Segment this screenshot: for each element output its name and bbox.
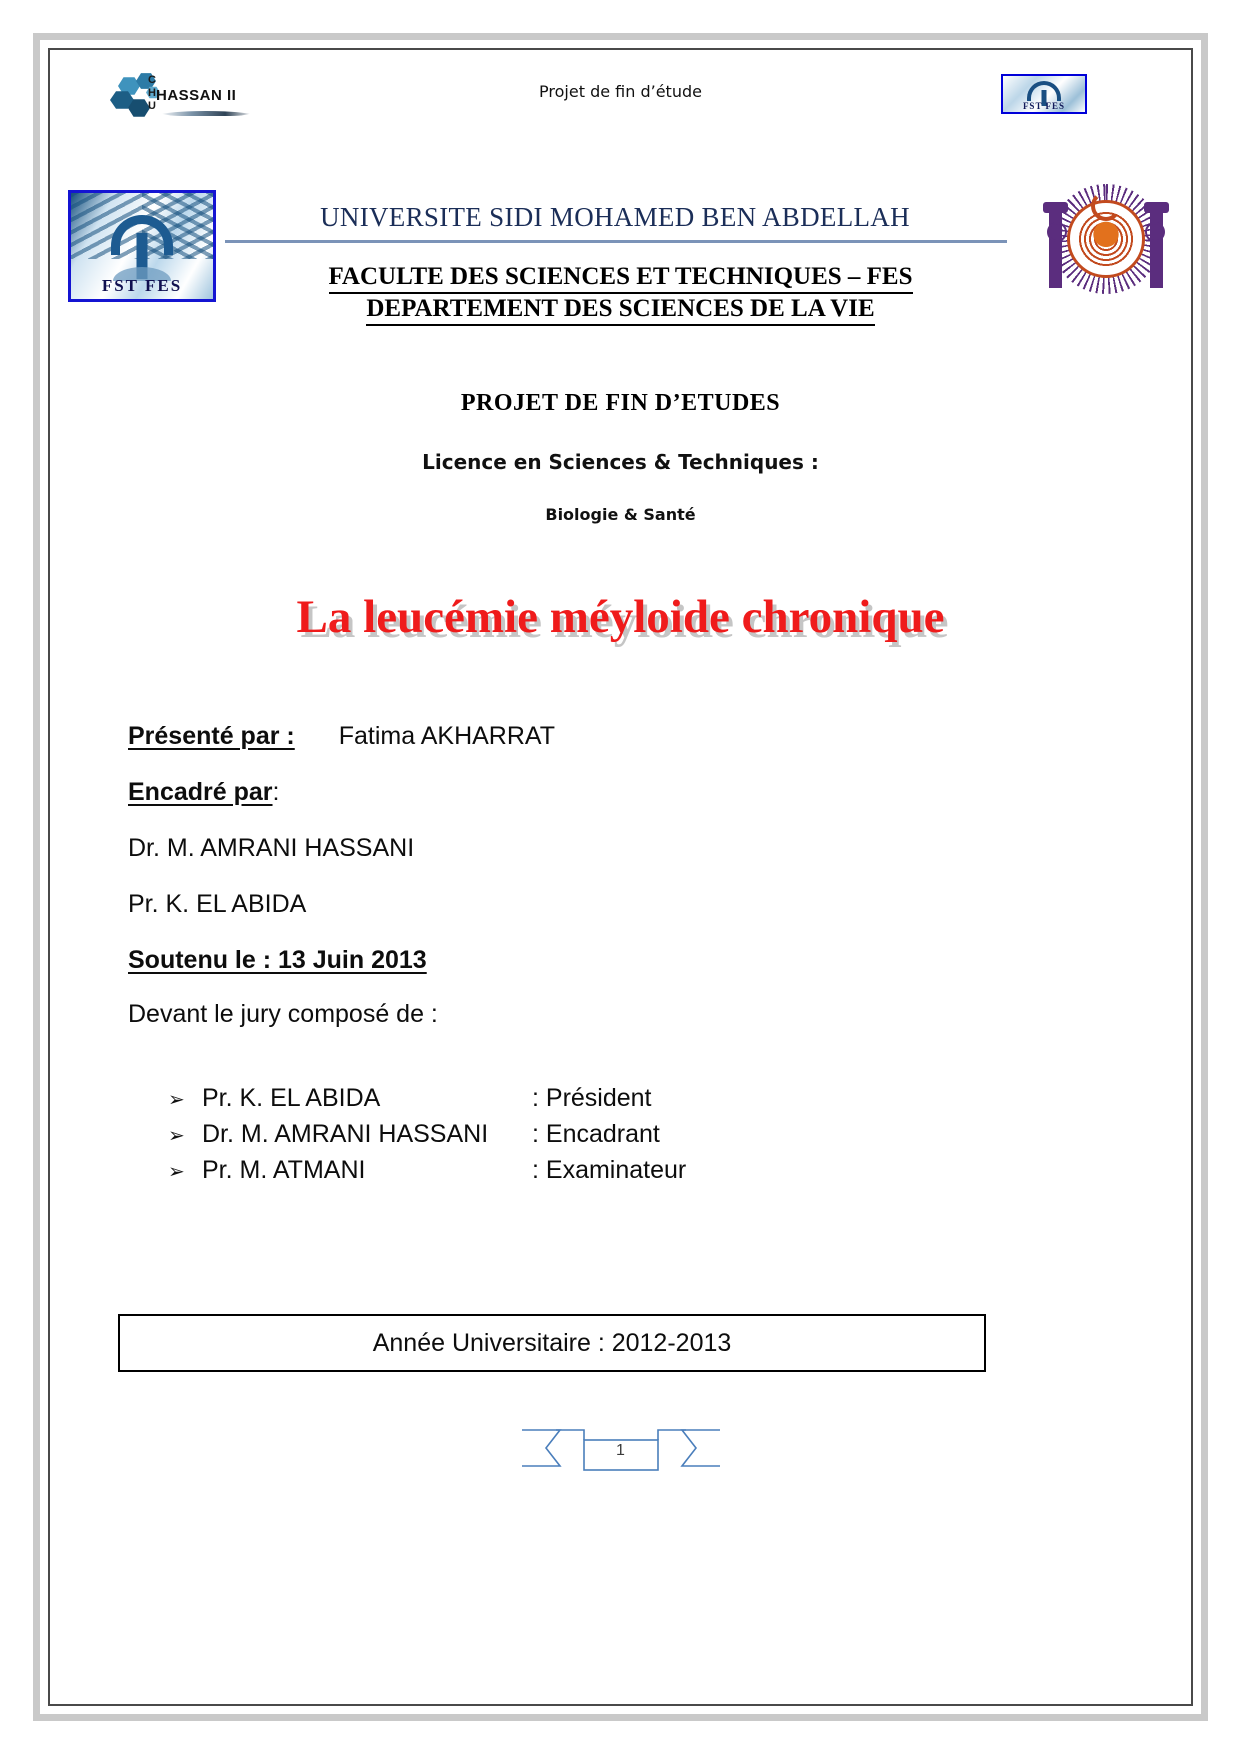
university-name: UNIVERSITE SIDI MOHAMED BEN ABDELLAH: [320, 202, 910, 232]
presented-by-value: Fatima AKHARRAT: [338, 722, 555, 750]
department-name-text: DEPARTEMENT DES SCIENCES DE LA VIE: [366, 295, 874, 326]
supervisor-name: Pr. K. EL ABIDA: [128, 890, 307, 918]
crescent-icon: [1091, 191, 1121, 221]
header-title-text: Projet de fin d’étude: [539, 82, 702, 101]
list-item: [168, 1120, 1068, 1149]
defense-date-row: [128, 946, 1108, 975]
chu-letter-c: C: [148, 74, 156, 86]
faculty-name-text: FACULTE DES SCIENCES ET TECHNIQUES – FES: [329, 263, 913, 294]
supervised-by-row: [128, 778, 1108, 807]
defense-date-label: Soutenu le : 13 Juin 2013: [128, 946, 427, 974]
fst-fes-small-label: FST FES: [1022, 101, 1066, 111]
department-name: [50, 295, 1191, 323]
jury-member-name: Dr. M. AMRANI HASSANI: [202, 1120, 489, 1148]
jury-members-list: [168, 1084, 1068, 1192]
faculty-name: [50, 263, 1191, 291]
presented-by-label: Présenté par :: [128, 722, 295, 750]
medal-left-icon: [1047, 222, 1067, 242]
presented-by-row: [128, 722, 1108, 751]
arrow-bullet-icon: ➢: [168, 1087, 185, 1111]
fst-fes-large-label: FST FES: [101, 276, 183, 295]
jury-member-role: : Président: [532, 1084, 652, 1112]
jury-member-name: Pr. K. EL ABIDA: [202, 1084, 381, 1112]
supervised-by-label: Encadré par: [128, 778, 273, 806]
academic-year-box: [118, 1314, 986, 1372]
list-item: [168, 1156, 1068, 1185]
page-number: 1: [616, 1442, 625, 1459]
medal-right-icon: [1145, 222, 1165, 242]
chu-letter-h: H: [148, 87, 156, 99]
page-footer: [50, 1420, 1191, 1484]
document-title: La leucémie méyloide chronique: [296, 591, 945, 643]
ribbon-banner: [516, 1420, 726, 1484]
arrow-bullet-icon: ➢: [168, 1159, 185, 1183]
page-header: [50, 64, 1191, 128]
chu-swoosh-graphic: [158, 106, 254, 116]
list-item: [168, 1084, 1068, 1113]
supervised-by-colon: :: [272, 778, 280, 806]
thesis-info-block: [128, 722, 1108, 1056]
header-divider: [225, 240, 1007, 243]
project-type-heading: PROJET DE FIN D’ETUDES: [460, 390, 781, 416]
jury-member-role: : Examinateur: [532, 1156, 687, 1184]
jury-intro-text: Devant le jury composé de :: [128, 1000, 438, 1028]
academic-year-text: Année Universitaire : 2012-2013: [372, 1328, 732, 1357]
jury-member-name: Pr. M. ATMANI: [202, 1156, 366, 1184]
page-content: [50, 50, 1191, 1704]
chu-wordmark: HASSAN II: [156, 87, 237, 104]
arrow-bullet-icon: ➢: [168, 1123, 185, 1147]
diploma-line: Licence en Sciences & Techniques :: [422, 450, 819, 474]
supervisor-name: Dr. M. AMRANI HASSANI: [128, 834, 415, 862]
jury-member-role: : Encadrant: [532, 1120, 660, 1148]
specialty-line: Biologie & Santé: [545, 505, 696, 524]
chu-letter-u: U: [148, 100, 156, 112]
fst-fes-logo-small: [1001, 74, 1087, 114]
